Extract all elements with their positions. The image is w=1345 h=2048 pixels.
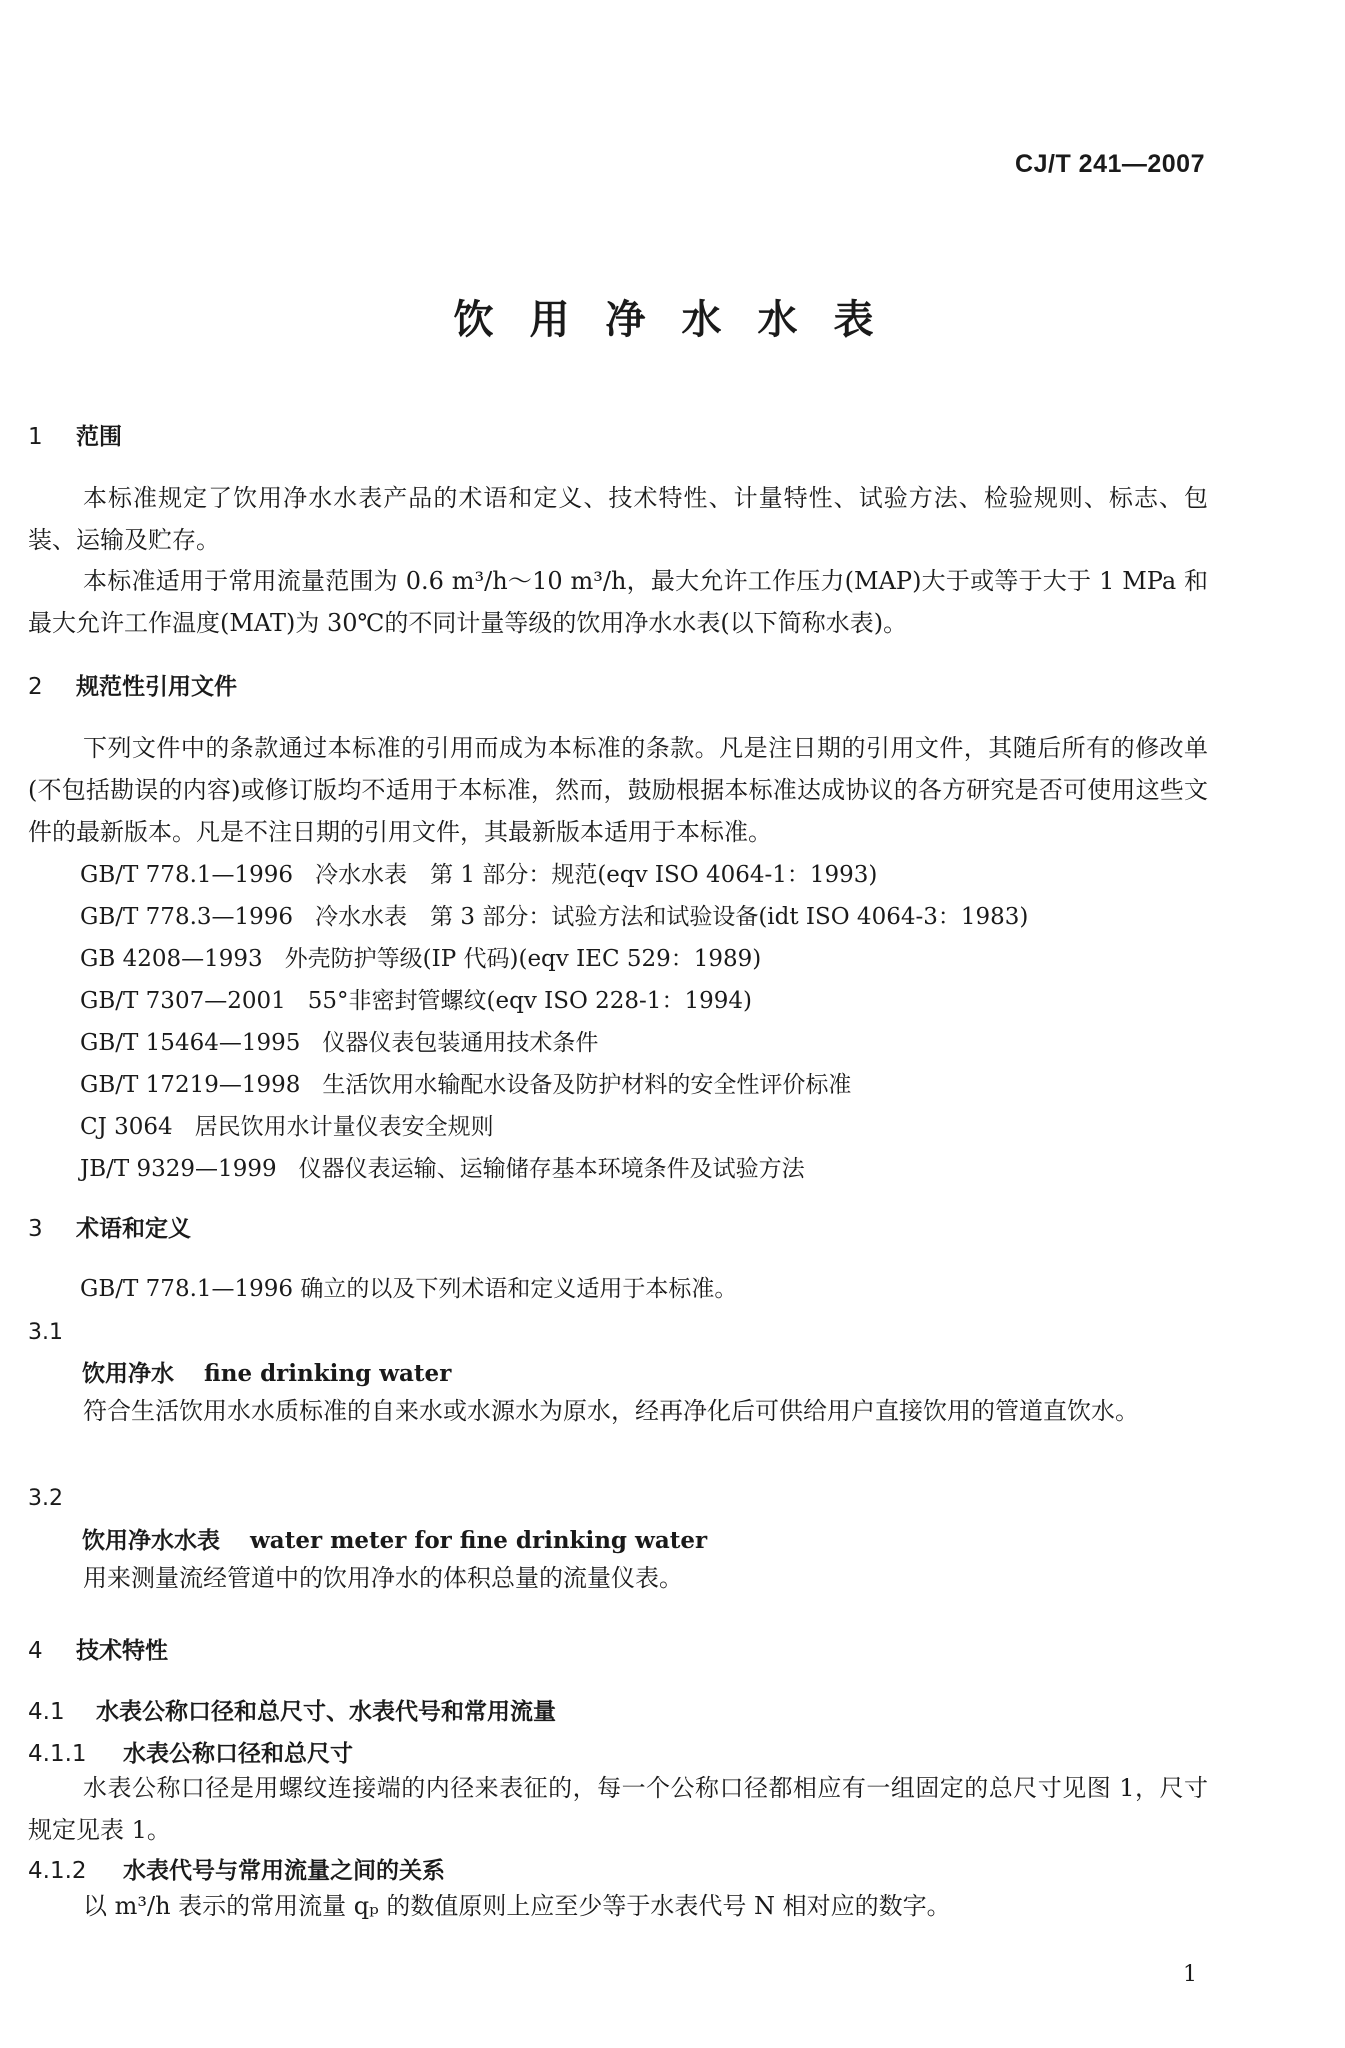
reference-item — [80, 982, 752, 1015]
section-number: 4.1.2 — [28, 1858, 87, 1884]
reference-code: GB/T 778.1—1996 — [80, 862, 294, 888]
section-number: 3 — [28, 1216, 43, 1242]
reference-code: CJ 3064 — [80, 1114, 173, 1140]
subsection-4-1-1-heading — [28, 1735, 353, 1768]
section-1-paragraph-2: 本标准适用于常用流量范围为 0.6 m³/h～10 m³/h，最大允许工作压力(MAP)大于或等于大于 1 MPa 和最大允许工作温度(MAT)为 30℃的不同计量等级的饮用净水水表(以下简称水表)。 — [28, 567, 1208, 637]
reference-code: GB/T 17219—1998 — [80, 1072, 301, 1098]
reference-code: GB/T 7307—2001 — [80, 988, 286, 1014]
subsection-3-1-number: 3.1 — [28, 1320, 63, 1345]
reference-item — [80, 856, 877, 889]
section-title: 规范性引用文件 — [76, 674, 237, 700]
section-3-intro: GB/T 778.1—1996 确立的以及下列术语和定义适用于本标准。 — [80, 1276, 738, 1302]
subsection-4-1-2-heading — [28, 1852, 445, 1885]
term-3-1-definition: 符合生活饮用水水质标准的自来水或水源水为原水，经再净化后可供给用户直接饮用的管道直饮水。 — [83, 1397, 1139, 1425]
section-title: 范围 — [76, 424, 122, 450]
section-2-heading — [28, 668, 237, 701]
reference-code: GB/T 778.3—1996 — [80, 904, 294, 930]
section-number: 4.1.1 — [28, 1741, 87, 1767]
term-english: water meter for fine drinking water — [250, 1527, 708, 1554]
section-1-paragraph-1: 本标准规定了饮用净水水表产品的术语和定义、技术特性、计量特性、试验方法、检验规则、标志、包装、运输及贮存。 — [28, 484, 1208, 554]
section-number: 4 — [28, 1638, 43, 1664]
term-3-2 — [82, 1522, 707, 1555]
reference-code: GB 4208—1993 — [80, 946, 263, 972]
section-number: 4.1 — [28, 1699, 65, 1725]
reference-title: 55°非密封管螺纹(eqv ISO 228-1：1994) — [307, 988, 752, 1014]
section-title: 水表公称口径和总尺寸 — [123, 1741, 353, 1767]
subsection-3-2-number: 3.2 — [28, 1486, 63, 1511]
page-number: 1 — [1183, 1962, 1197, 1987]
section-title: 术语和定义 — [76, 1216, 191, 1242]
reference-item — [80, 898, 1028, 931]
section-2-paragraph: 下列文件中的条款通过本标准的引用而成为本标准的条款。凡是注日期的引用文件，其随后所有的修改单(不包括勘误的内容)或修订版均不适用于本标准，然而，鼓励根据本标准达成协议的各方研究是否可使用这些文件的最新版本。凡是不注日期的引用文件，其最新版本适用于本标准。 — [28, 734, 1208, 846]
reference-item — [80, 940, 761, 973]
section-1-heading — [28, 418, 122, 451]
subsection-4-1-1-paragraph: 水表公称口径是用螺纹连接端的内径来表征的，每一个公称口径都相应有一组固定的总尺寸见图 1，尺寸规定见表 1。 — [28, 1774, 1208, 1844]
reference-title: 仪器仪表包装通用技术条件 — [322, 1030, 599, 1056]
reference-item — [80, 1024, 598, 1057]
term-chinese: 饮用净水水表 — [82, 1528, 220, 1554]
term-english: fine drinking water — [204, 1360, 452, 1387]
reference-code: JB/T 9329—1999 — [80, 1156, 277, 1182]
section-number: 2 — [28, 674, 43, 700]
standard-number: CJ/T 241—2007 — [1015, 150, 1205, 178]
section-title: 水表公称口径和总尺寸、水表代号和常用流量 — [96, 1699, 556, 1725]
reference-item — [80, 1066, 851, 1099]
section-number: 1 — [28, 424, 43, 450]
term-3-2-definition: 用来测量流经管道中的饮用净水的体积总量的流量仪表。 — [83, 1564, 683, 1592]
reference-title: 生活饮用水输配水设备及防护材料的安全性评价标准 — [322, 1072, 852, 1098]
subsection-4-1-2-paragraph: 以 m³/h 表示的常用流量 qₚ 的数值原则上应至少等于水表代号 N 相对应的数字。 — [83, 1892, 951, 1920]
reference-item — [80, 1108, 494, 1141]
section-title: 水表代号与常用流量之间的关系 — [123, 1858, 445, 1884]
reference-code: GB/T 15464—1995 — [80, 1030, 301, 1056]
term-chinese: 饮用净水 — [82, 1361, 174, 1387]
reference-title: 冷水水表 第 3 部分：试验方法和试验设备(idt ISO 4064-3：1983) — [315, 904, 1029, 930]
reference-title: 仪器仪表运输、运输储存基本环境条件及试验方法 — [298, 1156, 805, 1182]
subsection-4-1-heading — [28, 1693, 556, 1726]
reference-item — [80, 1150, 805, 1183]
reference-title: 居民饮用水计量仪表安全规则 — [194, 1114, 494, 1140]
document-title: 饮用净水水表 — [453, 297, 910, 343]
reference-title: 冷水水表 第 1 部分：规范(eqv ISO 4064-1：1993) — [315, 862, 878, 888]
section-title: 技术特性 — [76, 1638, 168, 1664]
section-4-heading — [28, 1632, 168, 1665]
section-3-heading — [28, 1210, 191, 1243]
term-3-1 — [82, 1355, 451, 1388]
reference-title: 外壳防护等级(IP 代码)(eqv IEC 529：1989) — [284, 946, 762, 972]
